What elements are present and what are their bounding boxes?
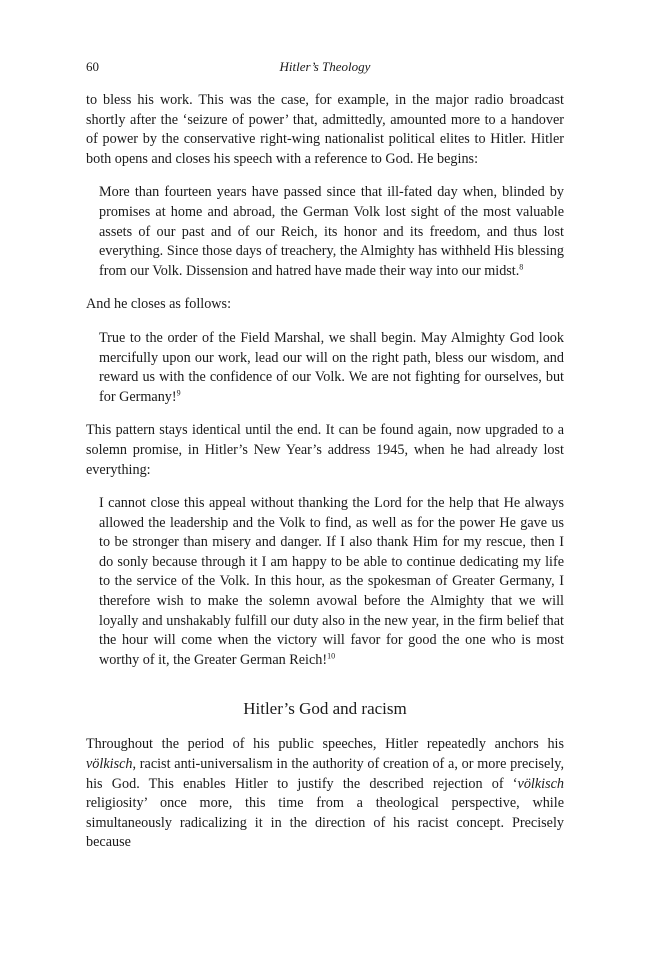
paragraph-4-part-b: , racist anti-universalism in the authority of creation of a, or more precisely, his God. This enables Hitler to justify the described rejection of ‘	[86, 756, 564, 792]
block-quote-2	[99, 329, 564, 407]
block-quote-3	[99, 494, 564, 670]
book-title: Hitler’s Theology	[279, 59, 371, 74]
footnote-marker-8[interactable]: 8	[519, 262, 524, 272]
section-heading: Hitler’s God and racism	[243, 699, 407, 719]
block-quote-1-text: More than fourteen years have passed since that ill-fated day when, blinded by promises at home and abroad, the German Volk lost sight of the most valuable assets of our past and of our Reich, its honor and its freedom, and thus lost everything. Since those days of treachery, the Almighty has withheld His blessing from our Volk. Dissension and hatred have made their way into our midst.	[99, 184, 564, 279]
paragraph-2: And he closes as follows:	[86, 296, 232, 313]
paragraph-4-part-c: religiosity’ once more, this time from a theological perspective, while simultaneously radicalizing it in the direction of his racist concept. Precisely because	[86, 795, 564, 851]
running-head	[86, 59, 564, 77]
paragraph-4-emphasis-2: völkisch	[517, 775, 564, 792]
block-quote-3-text: I cannot close this appeal without thanking the Lord for the help that He always allowed the leadership and the Volk to find, as well as for the power He gave us to be stronger than misery and danger. If I also thank Him for my rescue, then I do sonly because through it I am happy to be able to continue dedicating my life to the service of the Volk. In this hour, as the spokesman of Greater Germany, I therefore wish to make the solemn avowal before the Almighty that we will loyally and unshakably fulfill our duty also in the new year, in the firm belief that the hour will come when the victory will favor for good the one who is most worthy of it, the Greater German Reich!	[99, 495, 564, 668]
paragraph-4-emphasis-1: völkisch	[86, 756, 133, 773]
footnote-marker-9[interactable]: 9	[176, 387, 181, 397]
block-quote-2-text: True to the order of the Field Marshal, we shall begin. May Almighty God look mercifully upon our work, lead our will on the right path, bless our wisdom, and reward us with the confidence of our Volk. We are not fighting for ourselves, but for Germany!	[99, 329, 564, 405]
paragraph-3: This pattern stays identical until the end. It can be found again, now upgraded to a solemn promise, in Hitler’s New Year’s address 1945, when he had already lost everything:	[86, 422, 564, 478]
body-text	[86, 91, 564, 867]
paragraph-1: to bless his work. This was the case, for example, in the major radio broadcast shortly after the ‘seizure of power’ that, admittedly, amounted more to a handover of power by the conservative right-wing nationalist political elites to Hitler. Hitler both opens and closes his speech with a reference to God. He begins:	[86, 92, 564, 167]
block-quote-1	[99, 183, 564, 281]
paragraph-4	[86, 735, 564, 853]
paragraph-4-part-a: Throughout the period of his public speeches, Hitler repeatedly anchors his	[86, 736, 564, 753]
footnote-marker-10[interactable]: 10	[327, 651, 336, 661]
page-number: 60	[86, 59, 99, 74]
